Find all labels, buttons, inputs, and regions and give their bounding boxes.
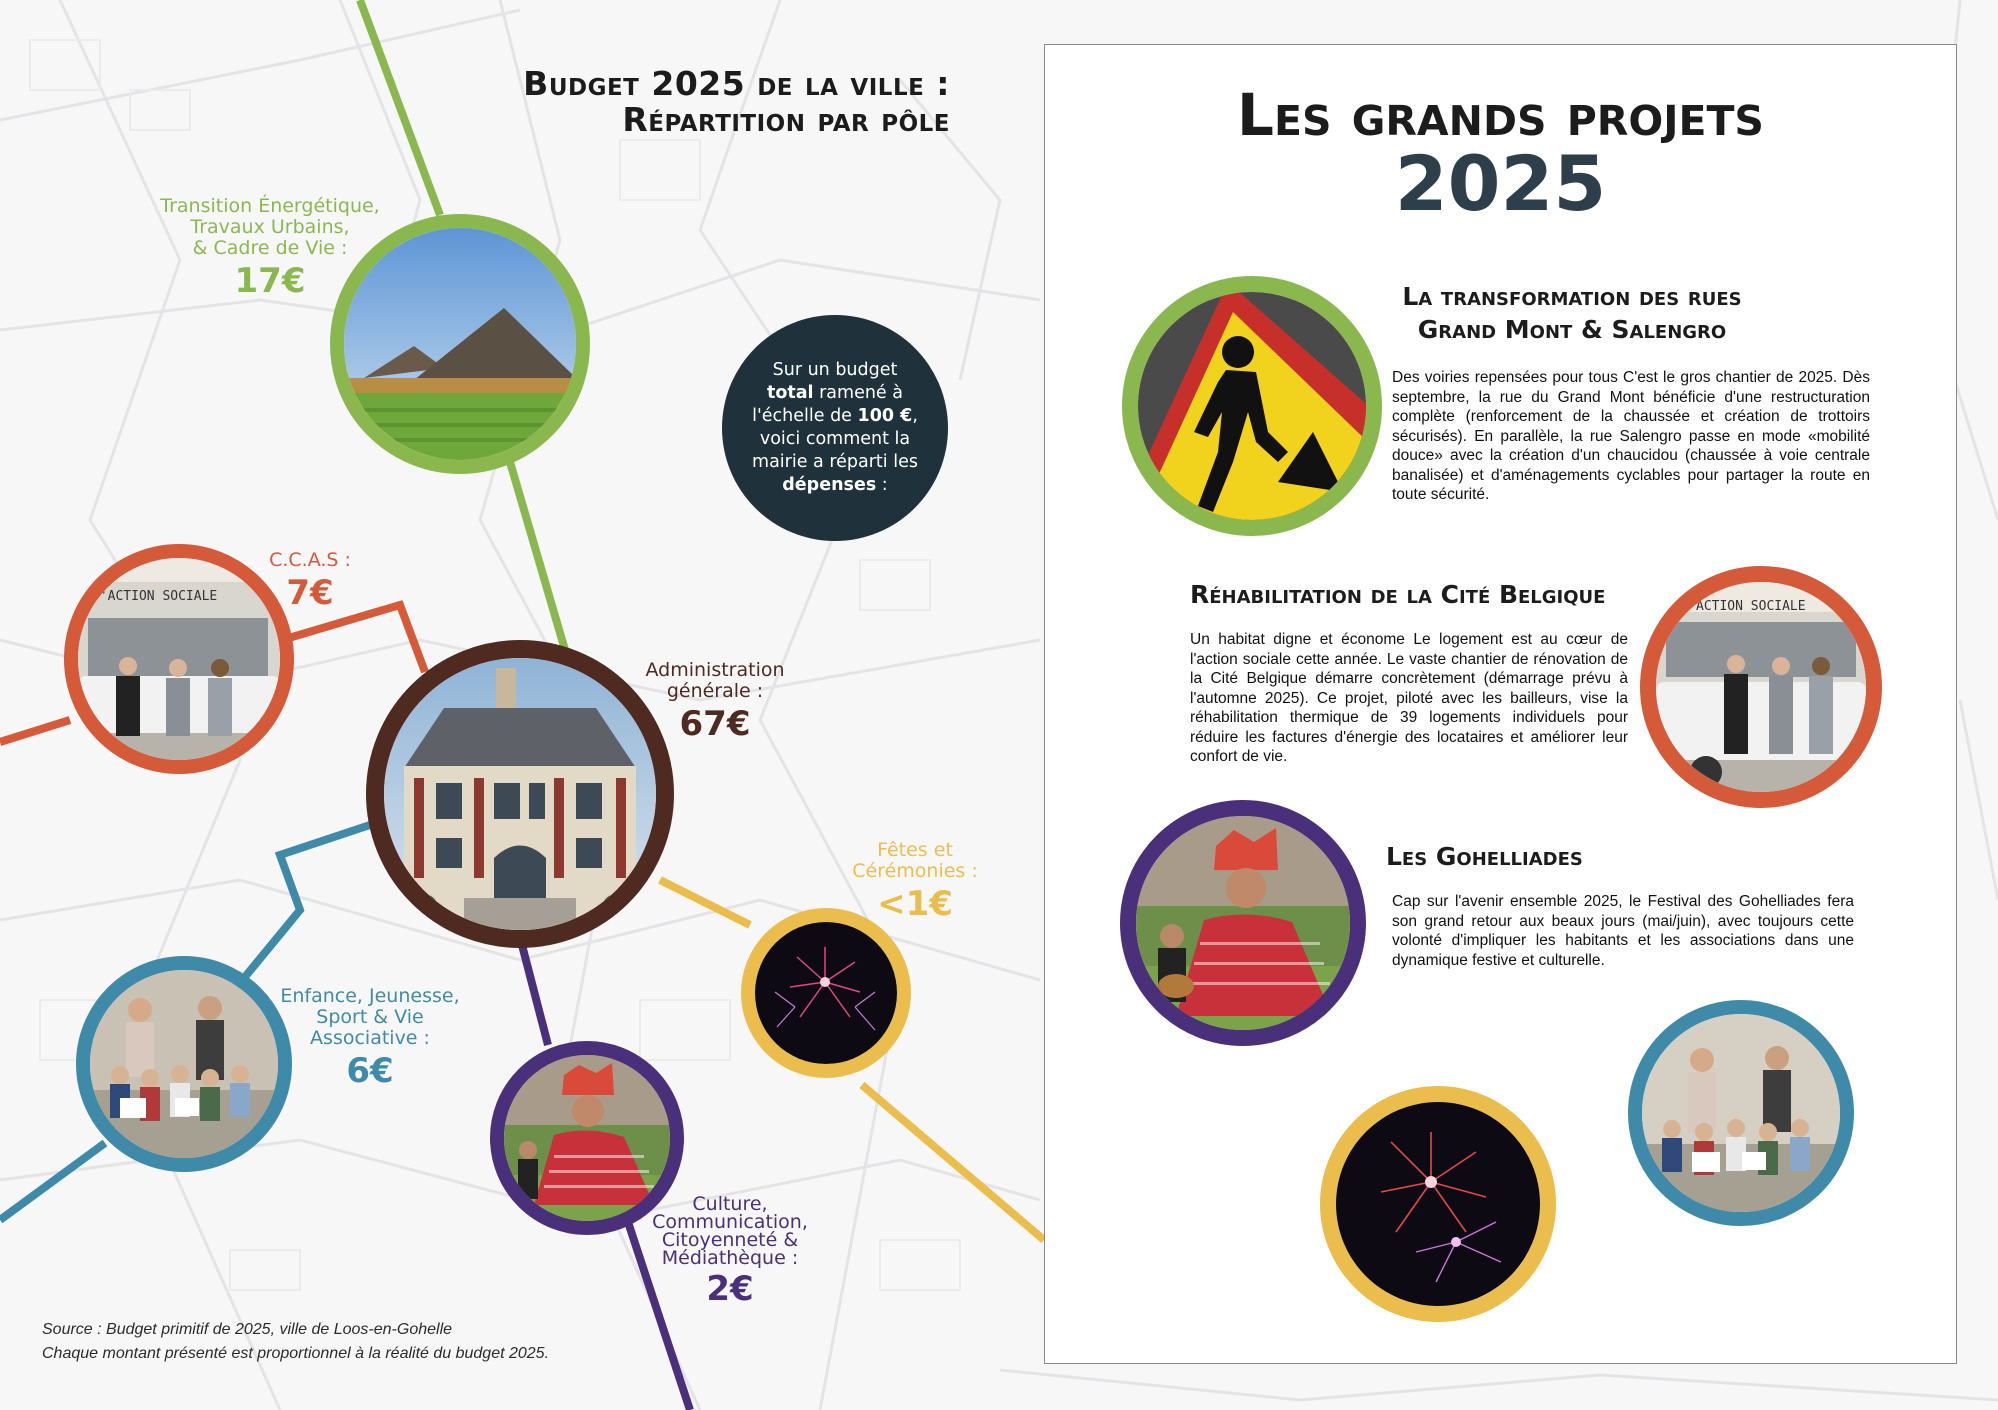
intro-mid: ramené à l'échelle de bbox=[752, 383, 903, 426]
budget-title-line1: Budget 2025 de la ville : bbox=[523, 64, 950, 103]
culture-line1: Culture, bbox=[692, 1193, 768, 1215]
project-1-text: Des voiries repensées pour tous C'est le gros chantier de 2025. Dès septembre, la rue du Grand Mont bénéficie d'une restructuration complète (renforcement de la chaussée et création de trottoirs sécurisés). En parallèle, la rue Salengro passe en mode «mobilité douce» avec la création d'un chaucidou (chaussée à voie centrale banalisée) et d'aménagements cyclables pour partager la route en toute sécurité. bbox=[1392, 369, 1870, 503]
children-group-image bbox=[90, 970, 278, 1158]
cite-belgique-photo bbox=[1640, 566, 1882, 808]
project-2-title: Réhabilitation de la Cité Belgique bbox=[1190, 580, 1606, 609]
intro-depenses: dépenses bbox=[782, 475, 877, 495]
source-note bbox=[42, 1318, 549, 1366]
ccas-line1: C.C.A.S : bbox=[269, 549, 351, 571]
pole-culture-amount: 2€ bbox=[706, 1269, 754, 1309]
admin-line1: Administration bbox=[645, 659, 785, 681]
gohelliades-photo bbox=[1120, 800, 1366, 1046]
pole-administration-label bbox=[630, 660, 800, 746]
projects-year: 2025 bbox=[1394, 139, 1607, 228]
intro-bubble bbox=[722, 315, 948, 541]
project-1-title-line1: La transformation des rues bbox=[1402, 282, 1742, 311]
ccas-sign-text: D'ACTION SOCIALE bbox=[92, 589, 218, 604]
projects-title: Les grands projets bbox=[1237, 81, 1764, 149]
pole-ccas-amount: 7€ bbox=[286, 573, 334, 613]
enfance-line3: Associative : bbox=[310, 1027, 430, 1049]
project-3-title: Les Gohelliades bbox=[1386, 842, 1583, 871]
culture-line2: Communication, bbox=[652, 1211, 808, 1233]
intro-total: total bbox=[766, 383, 814, 403]
intro-pre: Sur un budget bbox=[772, 360, 898, 380]
fireworks-image bbox=[755, 922, 897, 1064]
pole-ccas-label bbox=[250, 550, 370, 615]
enfance-line2: Sport & Vie bbox=[316, 1006, 424, 1028]
festival-performer-image-right bbox=[1136, 816, 1350, 1030]
town-hall-image bbox=[384, 658, 656, 930]
pole-transition-amount: 17€ bbox=[234, 261, 306, 301]
source-line2: Chaque montant présenté est proportionnel à la réalité du budget 2025. bbox=[42, 1345, 550, 1362]
pole-transition-label bbox=[150, 196, 390, 303]
pole-enfance-label bbox=[260, 986, 480, 1093]
action-sociale-image-right bbox=[1656, 582, 1866, 792]
enfance-line1: Enfance, Jeunesse, bbox=[280, 985, 460, 1007]
roadwork-photo bbox=[1122, 276, 1382, 536]
source-line1: Source : Budget primitif de 2025, ville de Loos-en-Gohelle bbox=[42, 1321, 453, 1338]
cite-sign-text: ACTION SOCIALE bbox=[1696, 599, 1806, 614]
intro-post: , voici comment la mairie a réparti les bbox=[752, 406, 918, 472]
pole-fetes-amount: <1€ bbox=[877, 884, 953, 924]
transition-line1: Transition Énergétique, bbox=[160, 195, 380, 217]
budget-title-line2: Répartition par pôle bbox=[622, 100, 950, 139]
transition-line3: & Cadre de Vie : bbox=[192, 237, 348, 259]
intro-amount: 100 € bbox=[857, 406, 913, 426]
project-1-title-line2: Grand Mont & Salengro bbox=[1417, 315, 1727, 344]
fireworks-photo-right bbox=[1320, 1086, 1556, 1322]
fetes-photo bbox=[741, 908, 911, 1078]
project-2-text: Un habitat digne et économe Le logement est au cœur de l'action sociale cette année. Le vaste chantier de rénovation de la Cité Belgique démarre concrètement (démarrage prévu à l'automne 2025). Ce projet, piloté avec les bailleurs, vise la réhabilitation thermique de 39 logements individuels pour réduire les factures d'énergie des locataires et améliorer leur confort de vie. bbox=[1190, 631, 1628, 765]
children-group-image-right bbox=[1642, 1014, 1840, 1212]
pole-fetes-label bbox=[845, 840, 985, 926]
culture-line3: Citoyenneté & bbox=[661, 1229, 799, 1251]
fetes-line1: Fêtes et bbox=[877, 839, 953, 861]
pole-culture-label bbox=[630, 1195, 830, 1311]
children-photo-right bbox=[1628, 1000, 1854, 1226]
project-1-title bbox=[1372, 280, 1772, 346]
transition-line2: Travaux Urbains, bbox=[190, 216, 350, 238]
pole-enfance-amount: 6€ bbox=[346, 1051, 394, 1091]
intro-end: : bbox=[876, 475, 888, 495]
intro-text bbox=[750, 359, 920, 497]
fireworks-image-right bbox=[1336, 1102, 1540, 1306]
administration-photo bbox=[366, 640, 674, 948]
project-3-text: Cap sur l'avenir ensemble 2025, le Festival des Gohelliades fera son grand retour aux beaux jours (mai/juin), avec toujours cette volonté d'impliquer les habitants et les associations dans une dynamique festive et culturelle. bbox=[1392, 893, 1854, 969]
admin-line2: générale : bbox=[666, 680, 764, 702]
culture-line4: Médiathèque : bbox=[661, 1247, 799, 1269]
pole-administration-amount: 67€ bbox=[679, 704, 751, 744]
roadwork-sign-image bbox=[1138, 292, 1366, 520]
fetes-line2: Cérémonies : bbox=[852, 860, 978, 882]
budget-title bbox=[440, 66, 950, 138]
